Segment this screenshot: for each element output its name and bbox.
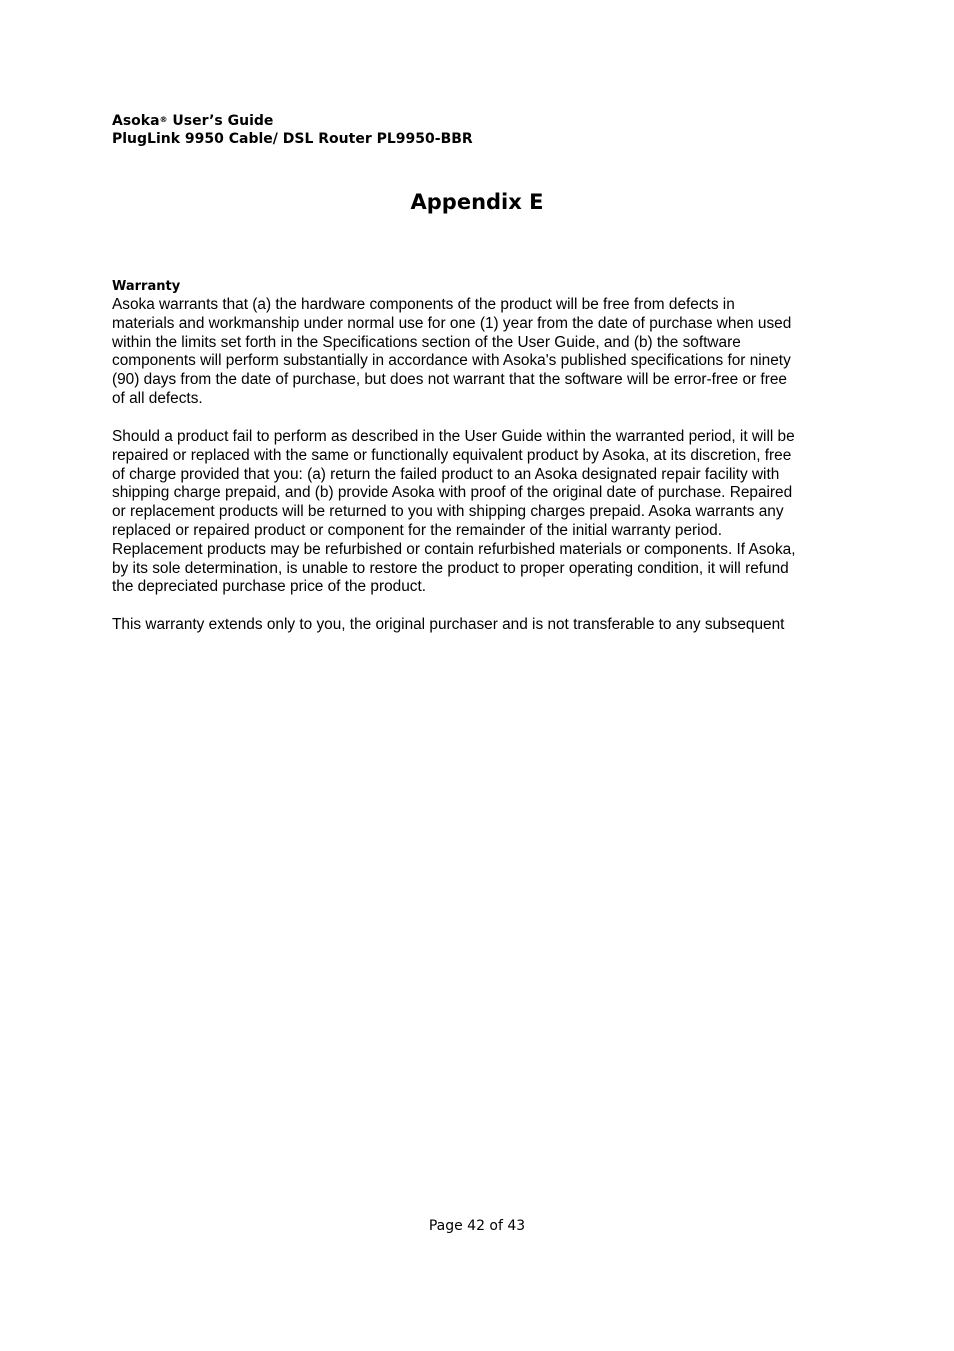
warranty-heading: Warranty [112,279,181,294]
text-line: within the limits set forth in the Specifications section of the User Guide, and (b) the software [112,333,741,351]
text-line: of charge provided that you: (a) return the failed product to an Asoka designated repair facility with [112,465,780,483]
warranty-paragraph-1 [112,296,852,409]
guide-label: User’s Guide [167,113,274,129]
appendix-title: Appendix E [410,190,544,214]
brand-name: Asoka [112,113,160,129]
text-line: components will perform substantially in accordance with Asoka's published specifications for ninety [112,352,791,370]
text-line: Should a product fail to perform as described in the User Guide within the warranted period, it will be [112,428,795,445]
text-line: This warranty extends only to you, the original purchaser and is not transferable to any subsequent [112,616,785,633]
text-line: replaced or repaired product or component for the remainder of the initial warranty period. [112,521,722,539]
warranty-paragraph-3 [112,616,852,635]
text-line: (90) days from the date of purchase, but does not warrant that the software will be error-free or free [112,371,787,389]
text-line: the depreciated purchase price of the product. [112,578,426,596]
document-header [112,112,473,148]
text-line: Replacement products may be refurbished or contain refurbished materials or components. If Asoka, [112,540,796,558]
page-number: Page 42 of 43 [428,1218,526,1234]
text-line: repaired or replaced with the same or functionally equivalent product by Asoka, at its discretion, free [112,446,792,464]
text-line: of all defects. [112,389,203,407]
registered-mark: ® [159,115,168,124]
text-line: or replacement products will be returned to you with shipping charges prepaid. Asoka warrants any [112,503,784,521]
product-line: PlugLink 9950 Cable/ DSL Router PL9950-BBR [112,131,473,147]
text-line: materials and workmanship under normal use for one (1) year from the date of purchase when used [112,314,792,332]
text-line: shipping charge prepaid, and (b) provide Asoka with proof of the original date of purchase. Repaired [112,484,793,502]
text-line: by its sole determination, is unable to restore the product to proper operating condition, it will refund [112,559,789,577]
warranty-paragraph-2 [112,428,852,597]
guide-title [112,112,473,130]
text-line: Asoka warrants that (a) the hardware components of the product will be free from defects in [112,296,735,313]
